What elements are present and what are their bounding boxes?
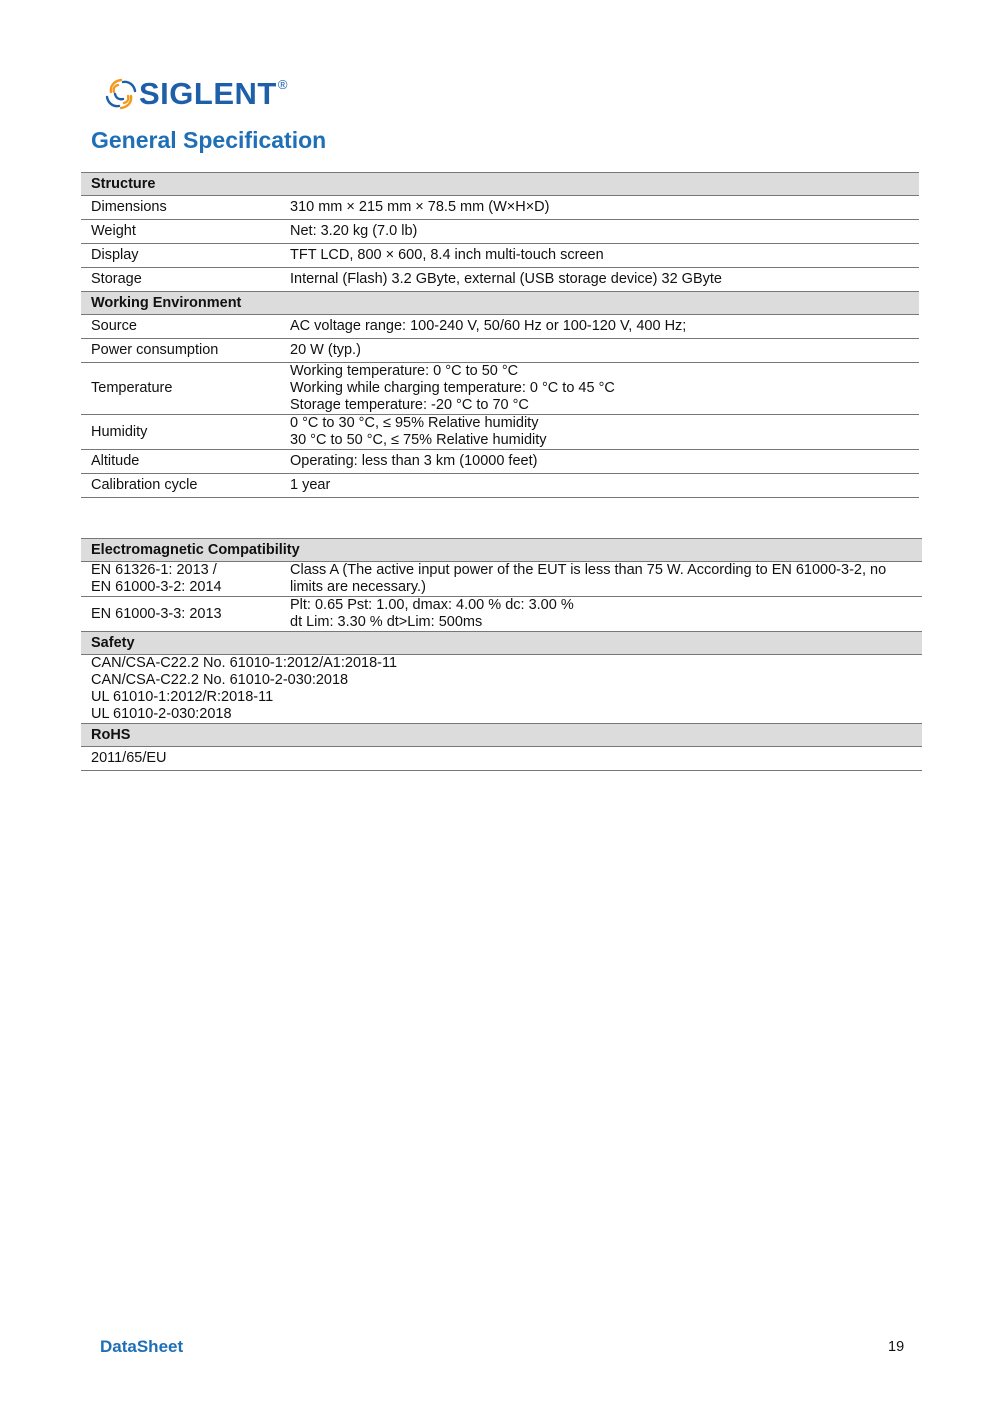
value-line: CAN/CSA-C22.2 No. 61010-2-030:2018 xyxy=(91,672,349,688)
table-row xyxy=(81,655,922,724)
spec-value: TFT LCD, 800 × 600, 8.4 inch multi-touch screen xyxy=(280,244,919,268)
spec-label: Storage xyxy=(81,268,280,292)
section-header-structure xyxy=(81,173,919,196)
spec-label: Dimensions xyxy=(81,196,280,220)
table-row xyxy=(81,315,919,339)
spec-label xyxy=(81,562,280,597)
section-header-working-environment xyxy=(81,292,919,315)
table-row xyxy=(81,747,922,771)
value-line: Working temperature: 0 °C to 50 °C xyxy=(290,363,519,379)
table-row xyxy=(81,474,919,498)
general-spec-table xyxy=(81,172,919,498)
spec-label: Display xyxy=(81,244,280,268)
table-row xyxy=(81,597,922,632)
table-row xyxy=(81,562,922,597)
spec-label: EN 61000-3-3: 2013 xyxy=(81,597,280,632)
spec-value xyxy=(280,415,919,450)
spec-label: Humidity xyxy=(81,415,280,450)
table-row xyxy=(81,415,919,450)
page-title: General Specification xyxy=(91,127,327,153)
value-line: Plt: 0.65 Pst: 1.00, dmax: 4.00 % dc: 3.00 % xyxy=(290,597,574,613)
spec-label: Temperature xyxy=(81,363,280,415)
siglent-swirl-icon xyxy=(104,77,138,111)
spec-value: Operating: less than 3 km (10000 feet) xyxy=(280,450,919,474)
section-title: Electromagnetic Compatibility xyxy=(81,539,922,562)
spec-value xyxy=(280,597,922,632)
spec-value: 310 mm × 215 mm × 78.5 mm (W×H×D) xyxy=(280,196,919,220)
page-number: 19 xyxy=(888,1339,905,1355)
value-line: Class A (The active input power of the EUT is less than 75 W. According to EN 61000-3-2, no xyxy=(290,562,887,578)
table-row xyxy=(81,363,919,415)
value-line: dt Lim: 3.30 % dt>Lim: 500ms xyxy=(290,614,483,630)
spec-label: Source xyxy=(81,315,280,339)
table-row xyxy=(81,450,919,474)
value-line: CAN/CSA-C22.2 No. 61010-1:2012/A1:2018-11 xyxy=(91,655,398,671)
value-line: Storage temperature: -20 °C to 70 °C xyxy=(290,397,529,413)
spec-value: 1 year xyxy=(280,474,919,498)
label-line: EN 61000-3-2: 2014 xyxy=(91,579,222,595)
footer-doc-type: DataSheet xyxy=(100,1337,184,1356)
value-line: 30 °C to 50 °C, ≤ 75% Relative humidity xyxy=(290,432,547,448)
table-row xyxy=(81,196,919,220)
section-title: Working Environment xyxy=(81,292,919,315)
logo-wordmark: SIGLENT xyxy=(139,76,277,111)
spec-value: Internal (Flash) 3.2 GByte, external (USB storage device) 32 GByte xyxy=(280,268,919,292)
siglent-logo xyxy=(104,76,287,112)
spec-label: Power consumption xyxy=(81,339,280,363)
value-line: limits are necessary.) xyxy=(290,579,426,595)
table-row xyxy=(81,220,919,244)
spec-value: AC voltage range: 100-240 V, 50/60 Hz or 100-120 V, 400 Hz; xyxy=(280,315,919,339)
spec-value xyxy=(280,562,922,597)
table-row xyxy=(81,339,919,363)
label-line: EN 61326-1: 2013 / xyxy=(91,562,217,578)
spec-value: Net: 3.20 kg (7.0 lb) xyxy=(280,220,919,244)
value-line: UL 61010-2-030:2018 xyxy=(91,706,232,722)
value-line: 0 °C to 30 °C, ≤ 95% Relative humidity xyxy=(290,415,539,431)
table-row xyxy=(81,268,919,292)
section-title: RoHS xyxy=(81,724,922,747)
section-header-safety xyxy=(81,632,922,655)
spec-value: 20 W (typ.) xyxy=(280,339,919,363)
value-line: UL 61010-1:2012/R:2018-11 xyxy=(91,689,274,705)
spec-label: Altitude xyxy=(81,450,280,474)
value-line: Working while charging temperature: 0 °C to 45 °C xyxy=(290,380,615,396)
spec-value: 2011/65/EU xyxy=(81,747,922,771)
spec-label: Weight xyxy=(81,220,280,244)
section-header-emc xyxy=(81,539,922,562)
safety-standards xyxy=(81,655,922,724)
section-header-rohs xyxy=(81,724,922,747)
table-row xyxy=(81,244,919,268)
compliance-spec-table xyxy=(81,538,922,771)
section-title: Safety xyxy=(81,632,922,655)
section-title: Structure xyxy=(81,173,919,196)
spec-label: Calibration cycle xyxy=(81,474,280,498)
registered-mark: ® xyxy=(277,77,288,92)
spec-value xyxy=(280,363,919,415)
